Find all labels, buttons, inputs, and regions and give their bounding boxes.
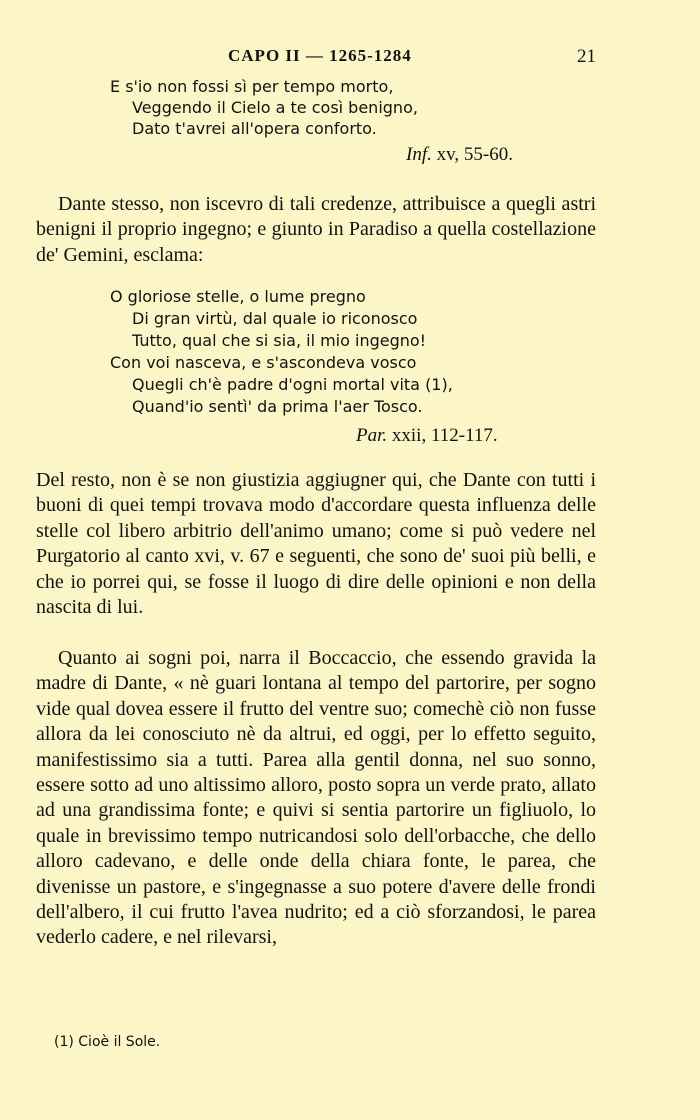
verse-line: E s'io non fossi sì per tempo morto,	[110, 77, 394, 96]
paragraph-text: Quanto ai sogni poi, narra il Boccaccio, che essendo gravida la madre di Dante, « nè guari lontana al tempo del partorire, per sogno vide qual dovea essere il frutto del ventre suo; comechè ciò non fusse allora da lei conosciuto nè da altrui, ed oggi, per lo effetto seguito, manifestissimo sia a tutti. Parea alla gentil donna, nel suo sonno, essere sotto ad uno altissimo alloro, posto sopra un verde prato, allato ad una grandissima fonte; e quivi si sentia partorire un figliuolo, lo quale in brevissimo tempo nutricandosi solo dell'orbacche, che dello alloro cadevano, e delle onde della chiara fonte, le parea, che divenisse un pastore, e s'ingegnasse a suo potere d'avere delle frondi dell'albero, il cui frutto l'avea nudrito; ed a ciò sforzandosi, le parea vederlo cadere, e nel rilevarsi,	[36, 647, 596, 949]
page-header	[0, 46, 700, 72]
verse-line: O gloriose stelle, o lume pregno	[110, 287, 366, 306]
verse-citation	[356, 425, 498, 446]
verse-line: Quand'io sentì' da prima l'aer Tosco.	[132, 397, 423, 416]
verse-citation	[406, 144, 513, 165]
paragraph-sogni	[36, 646, 596, 951]
page-number: 21	[577, 46, 596, 67]
citation-ref: xxii, 112-117.	[391, 425, 498, 446]
citation-work: Par.	[356, 425, 388, 446]
footnote: (1) Cioè il Sole.	[54, 1034, 161, 1050]
verse-line: Veggendo il Cielo a te così benigno,	[132, 98, 418, 117]
paragraph-text: Del resto, non è se non giustizia aggiugner qui, che Dante con tutti i buoni di quei tempi trovava modo d'accordare questa influenza delle stelle col libero arbitrio dell'animo umano; come si può vedere nel Purgatorio al canto xvi, v. 67 e seguenti, che sono de' suoi più belli, e che io porrei qui, se fosse il luogo di dire delle opinioni e non della nascita di lui.	[36, 469, 596, 619]
running-head: CAPO II — 1265-1284	[228, 46, 412, 65]
verse-line: Di gran virtù, dal quale io riconosco	[132, 309, 418, 328]
verse-line: Quegli ch'è padre d'ogni mortal vita (1),	[132, 375, 453, 394]
verse-line: Dato t'avrei all'opera conforto.	[132, 119, 377, 138]
paragraph-text: Dante stesso, non iscevro di tali credenze, attribuisce a quegli astri benigni il proprio ingegno; e giunto in Paradiso a quella costellazione de' Gemini, esclama:	[36, 193, 596, 266]
paragraph-dante-stesso	[36, 192, 596, 268]
citation-work: Inf.	[406, 144, 432, 165]
verse-line: Con voi nasceva, e s'ascondeva vosco	[110, 353, 417, 372]
paragraph-del-resto	[36, 468, 596, 620]
citation-ref: xv, 55-60.	[436, 144, 513, 165]
verse-line: Tutto, qual che si sia, il mio ingegno!	[132, 331, 427, 350]
